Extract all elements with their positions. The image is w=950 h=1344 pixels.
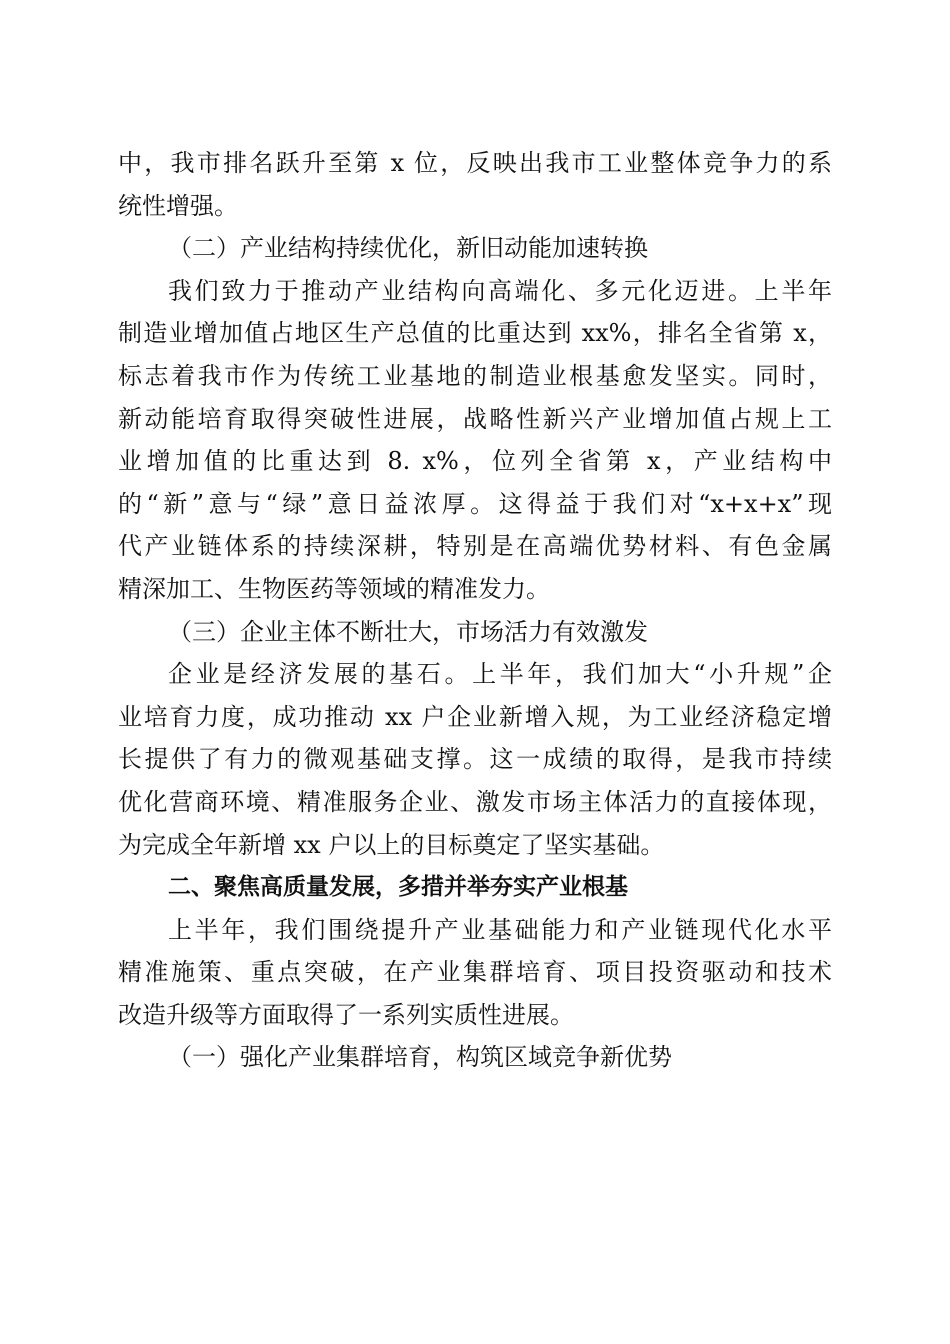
chapter-heading: 二、聚焦高质量发展，多措并举夯实产业根基 — [168, 874, 628, 901]
text-line: 业增加值的比重达到 8. x%，位列全省第 x，产业结构中 — [118, 447, 832, 476]
text-line: 长提供了有力的微观基础支撑。这一成绩的取得，是我市持续 — [118, 745, 832, 774]
text-line: 精深加工、生物医药等领域的精准发力。 — [118, 574, 550, 603]
text-line: 优化营商环境、精准服务企业、激发市场主体活力的直接体现， — [118, 787, 832, 816]
text-line: 业培育力度，成功推动 xx 户企业新增入规，为工业经济稳定增 — [118, 702, 832, 731]
text-line: 为完成全年新增 xx 户以上的目标奠定了坚实基础。 — [118, 830, 665, 859]
text-line: 上半年，我们围绕提升产业基础能力和产业链现代化水平 — [168, 915, 832, 944]
text-line: 企业是经济发展的基石。上半年，我们加大“小升规”企 — [168, 660, 832, 689]
text-line: 我们致力于推动产业结构向高端化、多元化迈进。上半年 — [168, 276, 832, 305]
section-heading: （二）产业结构持续优化，新旧动能加速转换 — [168, 234, 648, 263]
text-line: 统性增强。 — [118, 191, 238, 220]
text-line: 制造业增加值占地区生产总值的比重达到 xx%，排名全省第 x， — [118, 319, 832, 348]
text-line: 新动能培育取得突破性进展，战略性新兴产业增加值占规上工 — [118, 404, 832, 433]
section-heading: （一）强化产业集群培育，构筑区域竞争新优势 — [168, 1043, 672, 1072]
section-heading: （三）企业主体不断壮大，市场活力有效激发 — [168, 617, 648, 646]
text-line: 中，我市排名跃升至第 x 位，反映出我市工业整体竞争力的系 — [118, 149, 832, 177]
text-line: 的“新”意与“绿”意日益浓厚。这得益于我们对“x+x+x”现 — [118, 489, 832, 518]
text-line: 标志着我市作为传统工业基地的制造业根基愈发坚实。同时， — [118, 361, 832, 390]
text-line: 改造升级等方面取得了一系列实质性进展。 — [118, 1000, 574, 1029]
text-line: 代产业链体系的持续深耕，特别是在高端优势材料、有色金属 — [118, 532, 832, 561]
document-body — [118, 142, 832, 1079]
text-line: 精准施策、重点突破，在产业集群培育、项目投资驱动和技术 — [118, 958, 832, 987]
